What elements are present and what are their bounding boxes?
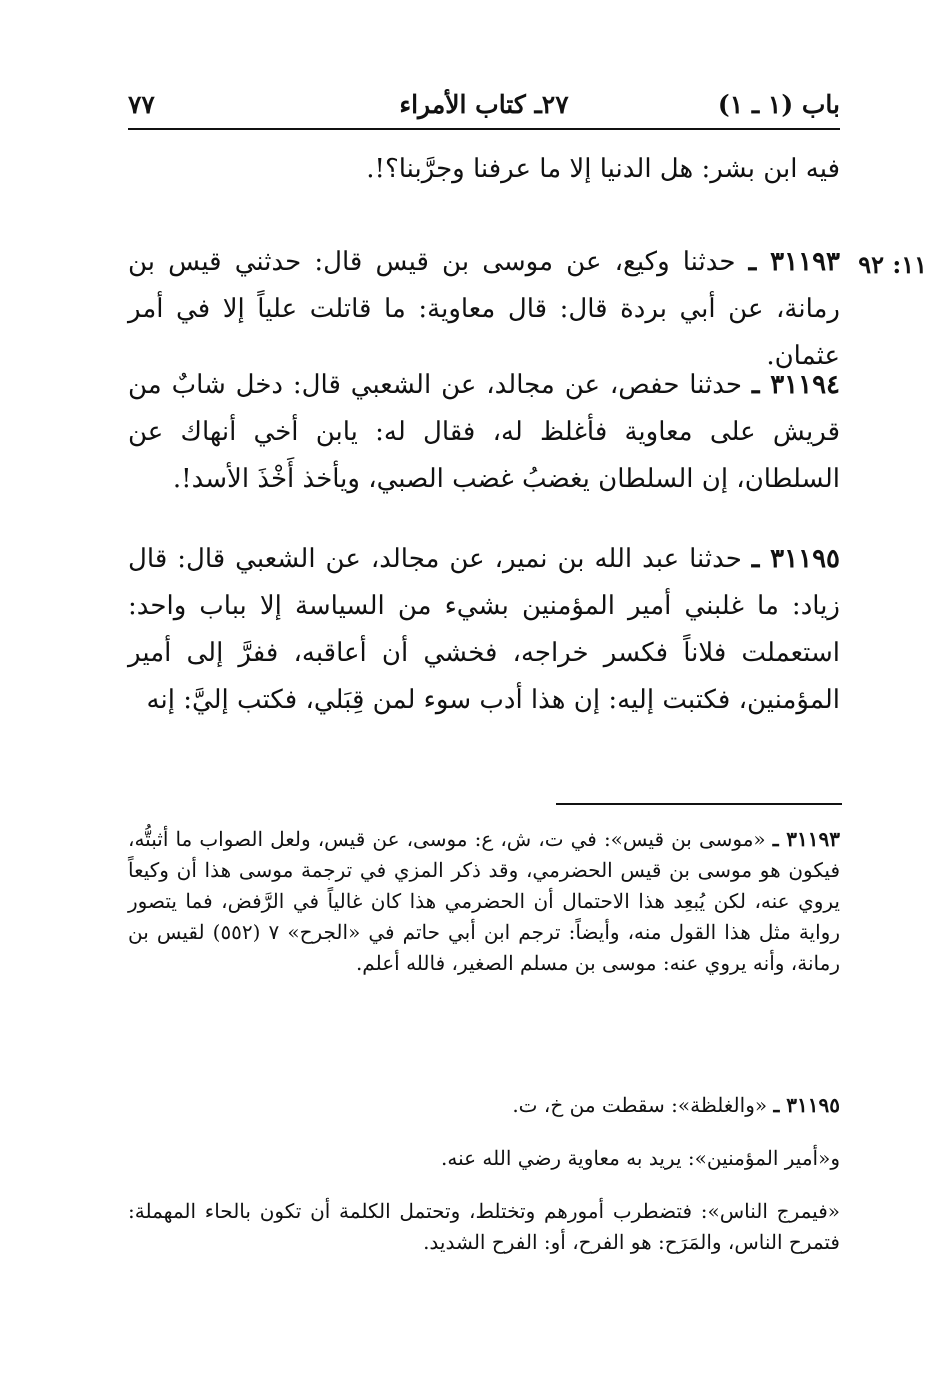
margin-reference: ١١: ٩٢ bbox=[858, 250, 927, 279]
hadith-number: ٣١١٩٣ ـ bbox=[748, 247, 840, 277]
chapter-heading: باب (١ ـ ١) bbox=[717, 90, 840, 119]
hadith-31195 bbox=[128, 536, 840, 724]
footnote-number: ٣١١٩٥ ـ bbox=[773, 1093, 840, 1117]
header-rule bbox=[128, 128, 840, 130]
footnote-number: ٣١١٩٣ ـ bbox=[772, 827, 841, 851]
hadith-text: حدثنا وكيع، عن موسى بن قيس قال: حدثني قيس بن رمانة، عن أبي بردة قال: قال معاوية: ما قاتلت علياً إلا في أمر عثمان. bbox=[128, 247, 840, 371]
footnote-yamraj bbox=[128, 1196, 840, 1258]
paragraph-text: فيه ابن بشر: هل الدنيا إلا ما عرفنا وجرَّبنا؟!. bbox=[366, 154, 840, 184]
hadith-number: ٣١١٩٤ ـ bbox=[751, 370, 841, 400]
footnote-text: «فيمرج الناس»: فتضطرب أمورهم وتختلط، وتحتمل الكلمة أن تكون بالحاء المهملة: فتمرح الناس، والمَرَح: هو الفرح، أو: الفرح الشديد. bbox=[128, 1199, 840, 1254]
hadith-text: حدثنا عبد الله بن نمير، عن مجالد، عن الشعبي قال: قال زياد: ما غلبني أمير المؤمنين بشيء من السياسة إلا بباب واحد: استعملت فلاناً فكسر خراجه، فخشي أن أعاقبه، ففرَّ إلى أمير المؤمنين، فكتبت إليه: إن هذا أدب سوء لمن قِبَلي، فكتب إليَّ: إنه bbox=[128, 544, 840, 715]
page-header bbox=[128, 86, 840, 126]
hadith-31194 bbox=[128, 362, 840, 503]
hadith-text: حدثنا حفص، عن مجالد، عن الشعبي قال: دخل شابٌ من قريش على معاوية فأغلظ له، فقال له: يابن أخي أنهاك عن السلطان، إن السلطان يغضبُ غضب الصبي، ويأخذ أَخْذَ الأسد!. bbox=[128, 370, 840, 494]
footnote-31195 bbox=[128, 1090, 840, 1121]
page-number: ٧٧ bbox=[128, 90, 155, 119]
book-title: ٢٧ـ كتاب الأمراء bbox=[399, 90, 569, 119]
footnote-31193 bbox=[128, 824, 840, 979]
footnote-text: و«أمير المؤمنين»: يريد به معاوية رضي الله عنه. bbox=[441, 1146, 840, 1170]
footnote-text: «موسى بن قيس»: في ت، ش، ع: موسى، عن قيس، ولعل الصواب ما أثبتُّه، فيكون هو موسى بن قيس الحضرمي، وقد ذكر المزي في ترجمة موسى هذا أن وكيعاً يروي عنه، لكن يُبعِد هذا الاحتمال أن الحضرمي هذا كان غالياً في الرَّفض، فما يتصور رواية مثل هذا القول منه، وأيضاً: ترجم ابن أبي حاتم في «الجرح» ٧ (٥٥٢) لقيس بن رمانة، وأنه يروي عنه: موسى بن مسلم الصغير، فالله أعلم. bbox=[128, 827, 840, 975]
hadith-31193 bbox=[128, 239, 840, 380]
paragraph-continuation bbox=[128, 146, 840, 193]
footnote-separator bbox=[556, 803, 842, 805]
hadith-number: ٣١١٩٥ ـ bbox=[751, 544, 840, 574]
footnote-amir bbox=[128, 1143, 840, 1174]
footnote-text: «والغلظة»: سقطت من خ، ت. bbox=[512, 1093, 768, 1117]
